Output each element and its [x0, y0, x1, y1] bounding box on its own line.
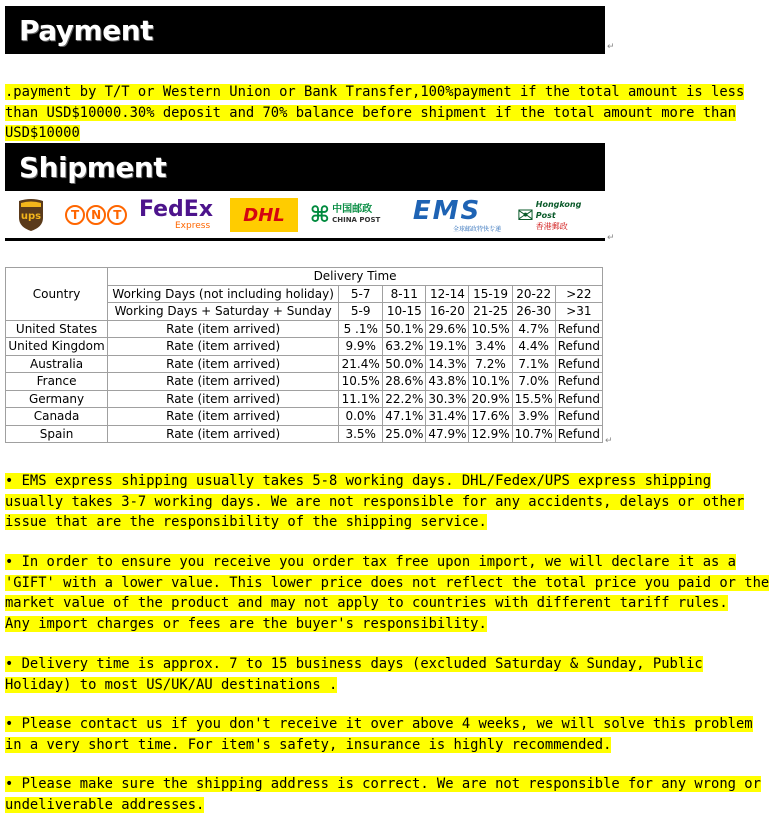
- rate-value-cell: Refund: [555, 320, 602, 338]
- rate-value-cell: 50.1%: [383, 320, 426, 338]
- rate-value-cell: 7.0%: [512, 373, 555, 391]
- payment-title: Payment: [19, 14, 154, 47]
- shipment-banner: [5, 143, 605, 191]
- rate-value-cell: 19.1%: [426, 338, 469, 356]
- country-cell: Australia: [6, 355, 108, 373]
- rate-value-cell: 10.5%: [339, 373, 383, 391]
- rate-value-cell: 31.4%: [426, 408, 469, 426]
- rate-value-cell: 10.7%: [512, 425, 555, 443]
- shipment-title: Shipment: [19, 151, 167, 184]
- rate-value-cell: 25.0%: [383, 425, 426, 443]
- calendar-days-label: Working Days + Saturday + Sunday: [108, 303, 339, 321]
- note-shipping-address: • Please make sure the shipping address is correct. We are not responsible for any wrong or undeliverable addresses.: [5, 776, 761, 813]
- note-import-charges: Any import charges or fees are the buyer's responsibility.: [5, 615, 487, 632]
- rate-value-cell: 12.9%: [469, 425, 512, 443]
- range-cell: 26-30: [512, 303, 555, 321]
- range-cell: 12-14: [426, 285, 469, 303]
- rate-value-cell: Refund: [555, 425, 602, 443]
- rate-value-cell: 22.2%: [383, 390, 426, 408]
- rate-value-cell: 5 .1%: [339, 320, 383, 338]
- note-delivery-time: • Delivery time is approx. 7 to 15 business days (excluded Saturday & Sunday, Public Holiday) to most US/UK/AU destinations .: [5, 656, 703, 693]
- delivery-time-table: [5, 267, 603, 443]
- rate-value-cell: 3.4%: [469, 338, 512, 356]
- table-header-row: [6, 268, 603, 286]
- rate-value-cell: 7.2%: [469, 355, 512, 373]
- country-header: Country: [6, 268, 108, 321]
- rate-value-cell: Refund: [555, 355, 602, 373]
- rate-value-cell: 47.1%: [383, 408, 426, 426]
- rate-label-cell: Rate (item arrived): [108, 320, 339, 338]
- rate-label-cell: Rate (item arrived): [108, 373, 339, 391]
- rate-value-cell: 43.8%: [426, 373, 469, 391]
- rate-value-cell: 47.9%: [426, 425, 469, 443]
- paragraph-mark-icon: ↵: [605, 436, 613, 446]
- paragraph-mark-icon: ↵: [607, 42, 615, 52]
- range-cell: 20-22: [512, 285, 555, 303]
- rate-value-cell: 63.2%: [383, 338, 426, 356]
- country-cell: United Kingdom: [6, 338, 108, 356]
- table-row: [6, 408, 603, 426]
- table-row: [6, 390, 603, 408]
- rate-label-cell: Rate (item arrived): [108, 425, 339, 443]
- rate-label-cell: Rate (item arrived): [108, 338, 339, 356]
- rate-value-cell: 3.9%: [512, 408, 555, 426]
- ems-logo: EMS 全球邮政特快专递: [412, 195, 501, 233]
- range-cell: 16-20: [426, 303, 469, 321]
- rate-value-cell: 11.1%: [339, 390, 383, 408]
- range-cell: 5-9: [339, 303, 383, 321]
- payment-banner: [5, 6, 605, 54]
- tnt-logo: TNT: [63, 198, 129, 232]
- carrier-logos: [5, 194, 605, 241]
- delivery-time-header: Delivery Time: [108, 268, 603, 286]
- rate-value-cell: 10.1%: [469, 373, 512, 391]
- note-express-shipping: • EMS express shipping usually takes 5-8 working days. DHL/Fedex/UPS express shipping usually takes 3-7 working days. We are not responsible for any accidents, delays or other issue that are the responsibility of the shipping service.: [5, 473, 745, 530]
- range-cell: 8-11: [383, 285, 426, 303]
- note-gift-declaration: • In order to ensure you receive you order tax free upon import, we will declare it as a 'GIFT' with a lower value. This lower price does not reflect the total price you paid or the market value of the product and may not apply to countries with different tariff rules. Any import charges or fees are the buyer's responsibility.: [5, 554, 770, 632]
- country-cell: France: [6, 373, 108, 391]
- rate-value-cell: 29.6%: [426, 320, 469, 338]
- rate-value-cell: 20.9%: [469, 390, 512, 408]
- rate-value-cell: 9.9%: [339, 338, 383, 356]
- country-cell: Spain: [6, 425, 108, 443]
- country-cell: Canada: [6, 408, 108, 426]
- rate-value-cell: 28.6%: [383, 373, 426, 391]
- rate-value-cell: 50.0%: [383, 355, 426, 373]
- rate-value-cell: 0.0%: [339, 408, 383, 426]
- range-cell: 10-15: [383, 303, 426, 321]
- rate-value-cell: 4.7%: [512, 320, 555, 338]
- rate-value-cell: Refund: [555, 390, 602, 408]
- table-row: [6, 425, 603, 443]
- payment-text: .payment by T/T or Western Union or Bank Transfer,100%payment if the total amount is less than USD$10000.30% deposit and 70% balance before shipment if the total amount more than USD$10000: [5, 84, 745, 141]
- rate-label-cell: Rate (item arrived): [108, 390, 339, 408]
- range-cell: >22: [555, 285, 602, 303]
- paragraph-mark-icon: ↵: [607, 233, 615, 243]
- rate-value-cell: 21.4%: [339, 355, 383, 373]
- rate-value-cell: Refund: [555, 408, 602, 426]
- country-cell: Germany: [6, 390, 108, 408]
- table-row: [6, 373, 603, 391]
- rate-value-cell: 15.5%: [512, 390, 555, 408]
- rate-value-cell: 4.4%: [512, 338, 555, 356]
- hongkong-post-logo: ✉ Hongkong Post 香港郵政: [517, 199, 582, 231]
- dhl-logo: DHL: [230, 198, 298, 232]
- rate-label-cell: Rate (item arrived): [108, 355, 339, 373]
- note-contact-us: • Please contact us if you don't receive it over above 4 weeks, we will solve this problem in a very short time. For item's safety, insurance is highly recommended.: [5, 716, 753, 753]
- rate-value-cell: 30.3%: [426, 390, 469, 408]
- range-cell: 21-25: [469, 303, 512, 321]
- fedex-logo: FedEx Express: [139, 197, 214, 231]
- range-cell: 15-19: [469, 285, 512, 303]
- china-post-logo: ⌘ 中国邮政 CHINA POST: [309, 202, 381, 228]
- rate-value-cell: 17.6%: [469, 408, 512, 426]
- country-cell: United States: [6, 320, 108, 338]
- rate-value-cell: 14.3%: [426, 355, 469, 373]
- table-row: [6, 338, 603, 356]
- table-row: [6, 355, 603, 373]
- rate-value-cell: 10.5%: [469, 320, 512, 338]
- rate-label-cell: Rate (item arrived): [108, 408, 339, 426]
- ups-logo: ups: [17, 198, 45, 232]
- range-cell: >31: [555, 303, 602, 321]
- rate-value-cell: 3.5%: [339, 425, 383, 443]
- table-row: [6, 320, 603, 338]
- rate-value-cell: Refund: [555, 373, 602, 391]
- working-days-label: Working Days (not including holiday): [108, 285, 339, 303]
- rate-value-cell: Refund: [555, 338, 602, 356]
- rate-value-cell: 7.1%: [512, 355, 555, 373]
- range-cell: 5-7: [339, 285, 383, 303]
